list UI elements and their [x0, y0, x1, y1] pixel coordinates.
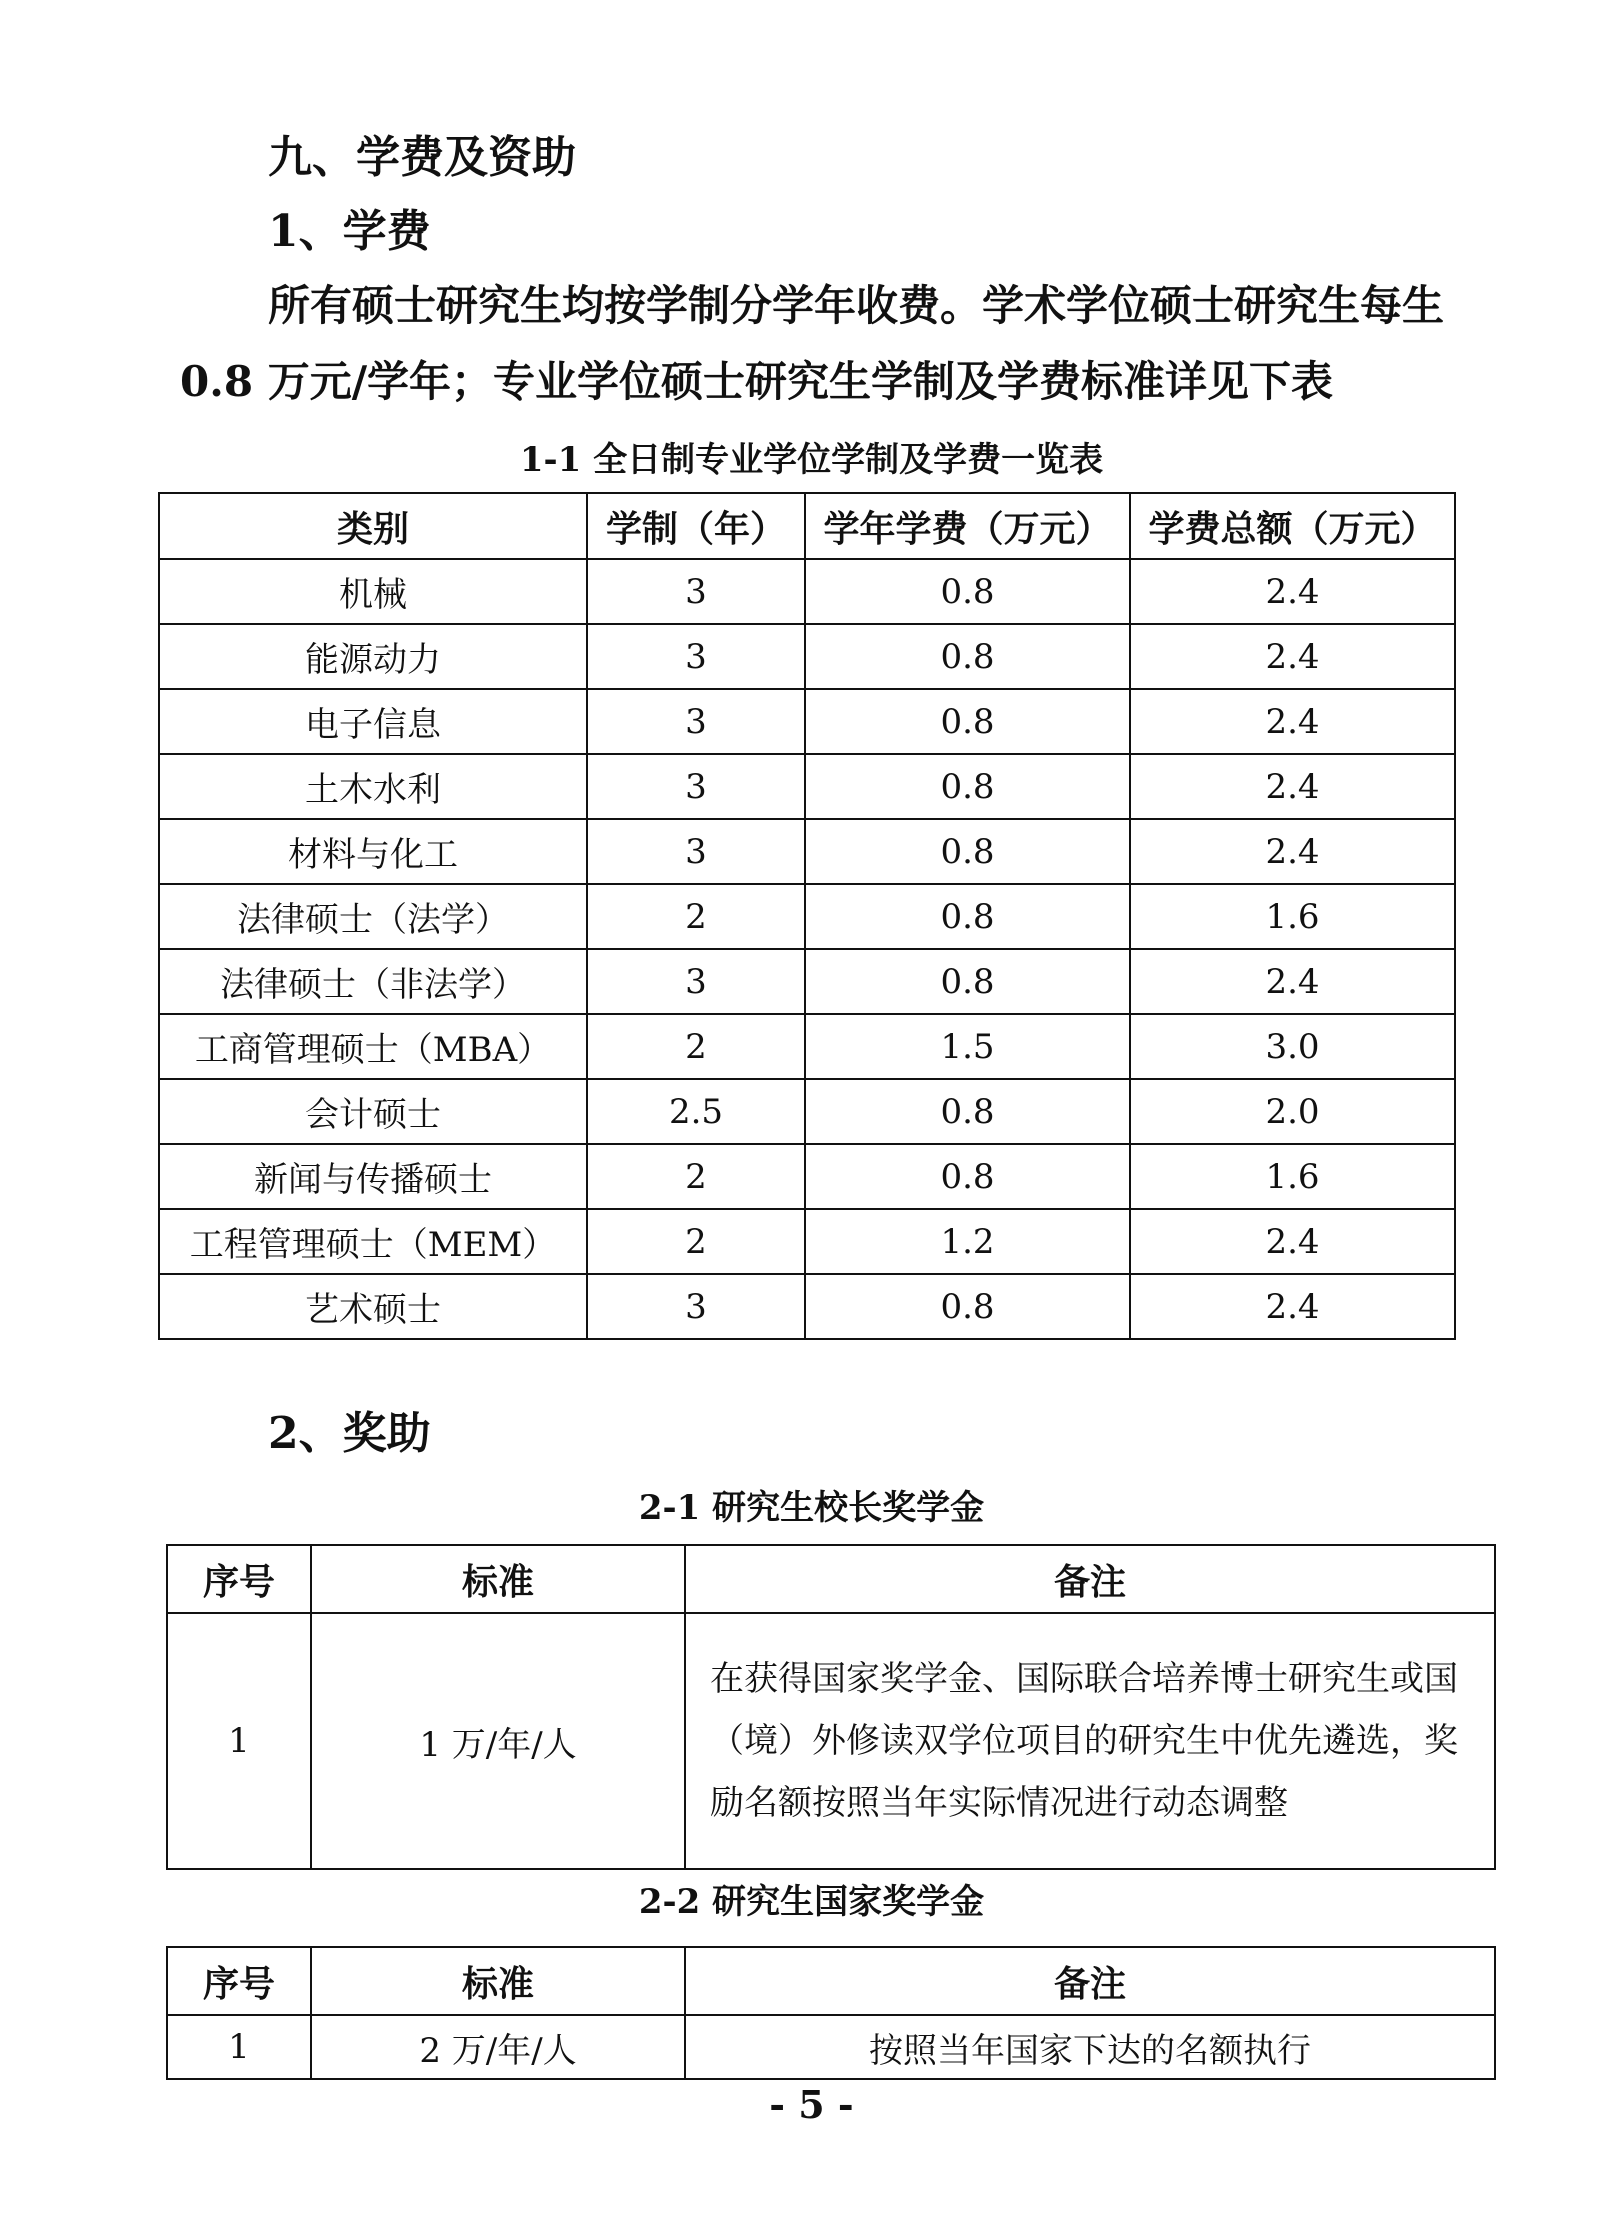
fee-table-header-row: [159, 493, 1455, 559]
total-fee-cell: 3.0: [1130, 1014, 1455, 1079]
category-cell: 机械: [159, 559, 587, 624]
award2-header-index: 序号: [167, 1947, 311, 2015]
annual-fee-cell: 0.8: [805, 689, 1130, 754]
category-cell: 能源动力: [159, 624, 587, 689]
annual-fee-cell: 0.8: [805, 1079, 1130, 1144]
duration-cell: 2: [587, 1209, 805, 1274]
category-cell: 艺术硕士: [159, 1274, 587, 1339]
fee-table: [158, 492, 1456, 1340]
fee-header-total-fee: 学费总额（万元）: [1130, 493, 1455, 559]
total-fee-cell: 2.4: [1130, 1274, 1455, 1339]
award2-caption: 2-2 研究生国家奖学金: [638, 1882, 985, 1922]
fee-header-annual-fee: 学年学费（万元）: [805, 493, 1130, 559]
category-cell: 新闻与传播硕士: [159, 1144, 587, 1209]
total-fee-cell: 2.4: [1130, 949, 1455, 1014]
table-row: [159, 884, 1455, 949]
table-row: [167, 1613, 1495, 1869]
duration-cell: 2: [587, 1014, 805, 1079]
total-fee-cell: 2.4: [1130, 754, 1455, 819]
annual-fee-cell: 0.8: [805, 884, 1130, 949]
table-row: [159, 754, 1455, 819]
duration-cell: 3: [587, 689, 805, 754]
page-number: - 5 -: [769, 2082, 854, 2127]
duration-cell: 2: [587, 1144, 805, 1209]
subsection-fee-title: 1、学费: [268, 206, 431, 257]
annual-fee-cell: 0.8: [805, 819, 1130, 884]
subsection-award-title: 2、奖助: [268, 1408, 431, 1459]
award1-header-standard: 标准: [311, 1545, 685, 1613]
total-fee-cell: 2.4: [1130, 559, 1455, 624]
category-cell: 材料与化工: [159, 819, 587, 884]
table-row: [159, 1079, 1455, 1144]
paragraph-line-1: 所有硕士研究生均按学制分学年收费。学术学位硕士研究生每生: [268, 281, 1445, 330]
category-cell: 法律硕士（法学）: [159, 884, 587, 949]
category-cell: 工商管理硕士（MBA）: [159, 1014, 587, 1079]
total-fee-cell: 1.6: [1130, 1144, 1455, 1209]
award2-index-cell: 1: [167, 2015, 311, 2079]
duration-cell: 3: [587, 949, 805, 1014]
annual-fee-cell: 0.8: [805, 1274, 1130, 1339]
duration-cell: 3: [587, 819, 805, 884]
award1-note-cell: 在获得国家奖学金、国际联合培养博士研究生或国（境）外修读双学位项目的研究生中优先遴选，奖励名额按照当年实际情况进行动态调整: [685, 1613, 1495, 1869]
annual-fee-cell: 1.5: [805, 1014, 1130, 1079]
annual-fee-cell: 0.8: [805, 624, 1130, 689]
table-row: [159, 1209, 1455, 1274]
annual-fee-cell: 1.2: [805, 1209, 1130, 1274]
annual-fee-cell: 0.8: [805, 949, 1130, 1014]
category-cell: 工程管理硕士（MEM）: [159, 1209, 587, 1274]
table-row: [159, 689, 1455, 754]
total-fee-cell: 1.6: [1130, 884, 1455, 949]
total-fee-cell: 2.0: [1130, 1079, 1455, 1144]
fee-header-category: 类别: [159, 493, 587, 559]
president-scholarship-table: [166, 1544, 1496, 1870]
category-cell: 会计硕士: [159, 1079, 587, 1144]
fee-header-duration: 学制（年）: [587, 493, 805, 559]
award2-header-note: 备注: [685, 1947, 1495, 2015]
award2-header-standard: 标准: [311, 1947, 685, 2015]
table-row: [159, 624, 1455, 689]
total-fee-cell: 2.4: [1130, 1209, 1455, 1274]
award2-note-cell: 按照当年国家下达的名额执行: [685, 2015, 1495, 2079]
table-row: [159, 1274, 1455, 1339]
table-row: [167, 2015, 1495, 2079]
total-fee-cell: 2.4: [1130, 689, 1455, 754]
annual-fee-cell: 0.8: [805, 1144, 1130, 1209]
award1-caption: 2-1 研究生校长奖学金: [638, 1488, 985, 1528]
fee-table-caption: 1-1 全日制专业学位学制及学费一览表: [519, 440, 1104, 480]
duration-cell: 3: [587, 1274, 805, 1339]
section-title: 九、学费及资助: [268, 132, 576, 183]
duration-cell: 3: [587, 559, 805, 624]
award1-header-row: [167, 1545, 1495, 1613]
paragraph-line-2: 0.8 万元/学年；专业学位硕士研究生学制及学费标准详见下表: [180, 357, 1334, 406]
duration-cell: 3: [587, 754, 805, 819]
category-cell: 电子信息: [159, 689, 587, 754]
category-cell: 法律硕士（非法学）: [159, 949, 587, 1014]
table-row: [159, 949, 1455, 1014]
national-scholarship-table: [166, 1946, 1496, 2080]
award2-header-row: [167, 1947, 1495, 2015]
duration-cell: 3: [587, 624, 805, 689]
table-row: [159, 1014, 1455, 1079]
award1-index-cell: 1: [167, 1613, 311, 1869]
table-row: [159, 559, 1455, 624]
total-fee-cell: 2.4: [1130, 624, 1455, 689]
award1-standard-cell: 1 万/年/人: [311, 1613, 685, 1869]
category-cell: 土木水利: [159, 754, 587, 819]
table-row: [159, 819, 1455, 884]
award1-header-index: 序号: [167, 1545, 311, 1613]
table-row: [159, 1144, 1455, 1209]
duration-cell: 2: [587, 884, 805, 949]
total-fee-cell: 2.4: [1130, 819, 1455, 884]
award2-standard-cell: 2 万/年/人: [311, 2015, 685, 2079]
annual-fee-cell: 0.8: [805, 754, 1130, 819]
duration-cell: 2.5: [587, 1079, 805, 1144]
award1-header-note: 备注: [685, 1545, 1495, 1613]
annual-fee-cell: 0.8: [805, 559, 1130, 624]
